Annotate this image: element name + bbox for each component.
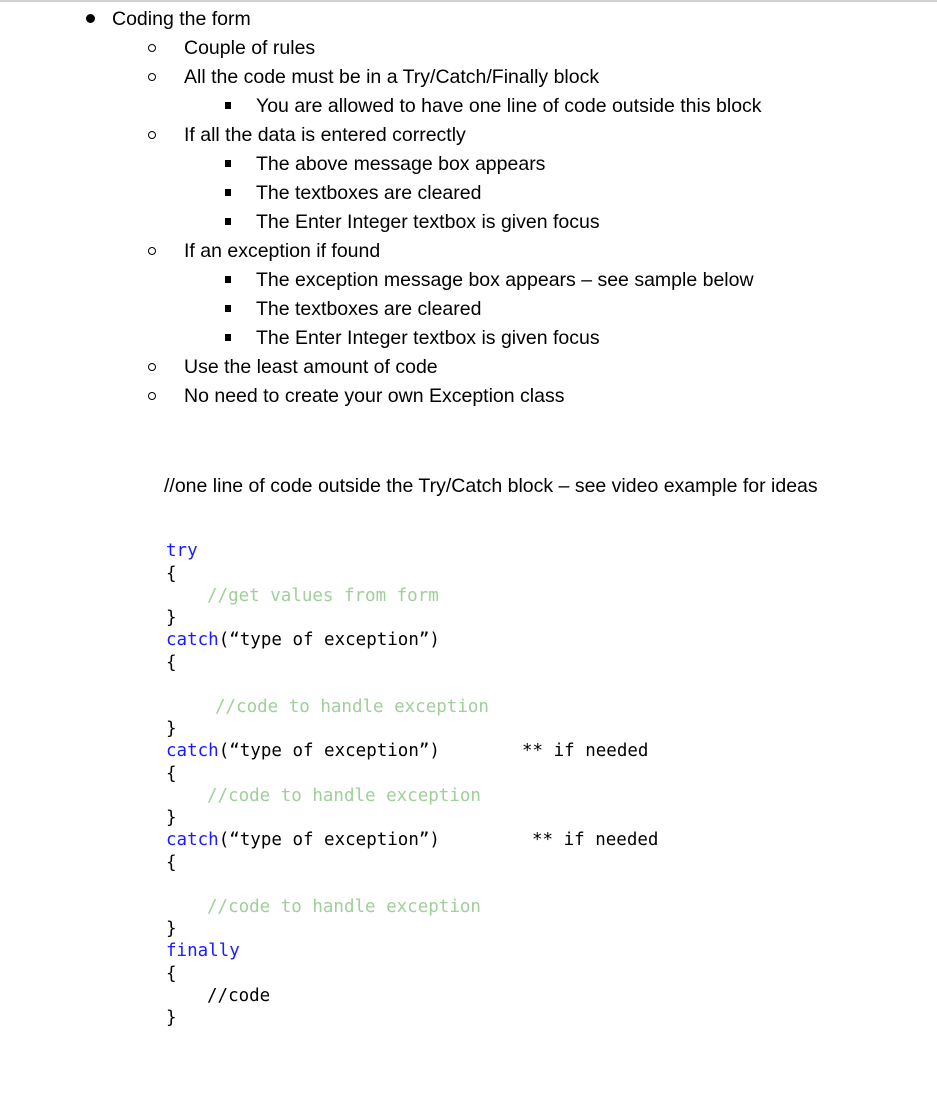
code-open-brace: { [166, 653, 177, 673]
code-catch-line [166, 829, 440, 851]
circle-bullet-icon [148, 73, 156, 81]
if-needed-note: ** if needed [522, 741, 649, 761]
if-needed-note: ** if needed [532, 830, 659, 850]
code-comment: //code to handle exception [215, 697, 489, 717]
square-bullet-icon [225, 102, 231, 109]
code-catch-line [166, 740, 440, 762]
code-catch-keyword: catch [166, 741, 219, 761]
rule-item-3-sub-2: The textboxes are cleared [256, 182, 482, 204]
code-open-brace: { [166, 764, 177, 784]
section-heading: Coding the form [112, 8, 251, 30]
rule-item-4: If an exception if found [184, 240, 381, 262]
code-catch-line [166, 629, 440, 651]
code-catch-argument: (“type of exception”) [218, 830, 440, 850]
code-try-keyword: try [166, 541, 198, 561]
code-comment: //code [207, 986, 271, 1006]
code-catch-argument: (“type of exception”) [218, 630, 440, 650]
code-open-brace: { [166, 964, 177, 984]
square-bullet-icon [225, 160, 231, 167]
circle-bullet-icon [148, 392, 156, 400]
code-close-brace: } [166, 719, 177, 739]
circle-bullet-icon [148, 247, 156, 255]
code-comment: //code to handle exception [207, 786, 481, 806]
code-comment: //get values from form [207, 586, 439, 606]
square-bullet-icon [225, 276, 231, 283]
rule-item-1: Couple of rules [184, 37, 316, 59]
code-close-brace: } [166, 808, 177, 828]
code-catch-keyword: catch [166, 630, 219, 650]
disc-bullet-icon [86, 14, 95, 23]
code-open-brace: { [166, 853, 177, 873]
note-text: //one line of code outside the Try/Catch block – see video example for ideas [164, 475, 818, 497]
square-bullet-icon [225, 189, 231, 196]
top-rule [0, 0, 937, 2]
square-bullet-icon [225, 334, 231, 341]
rule-item-5: Use the least amount of code [184, 356, 438, 378]
circle-bullet-icon [148, 363, 156, 371]
rule-item-3: If all the data is entered correctly [184, 124, 466, 146]
rule-item-3-sub-1: The above message box appears [256, 153, 546, 175]
code-comment: //code to handle exception [207, 897, 481, 917]
code-close-brace: } [166, 919, 177, 939]
rule-item-3-sub-3: The Enter Integer textbox is given focus [256, 211, 600, 233]
code-open-brace: { [166, 564, 177, 584]
square-bullet-icon [225, 218, 231, 225]
circle-bullet-icon [148, 44, 156, 52]
rule-item-2: All the code must be in a Try/Catch/Finally block [184, 66, 600, 88]
code-catch-argument: (“type of exception”) [218, 741, 440, 761]
rule-item-6: No need to create your own Exception class [184, 385, 565, 407]
rule-item-4-sub-2: The textboxes are cleared [256, 298, 482, 320]
code-catch-keyword: catch [166, 830, 219, 850]
square-bullet-icon [225, 305, 231, 312]
rule-item-4-sub-1: The exception message box appears – see sample below [256, 269, 754, 291]
code-finally-keyword: finally [166, 941, 240, 961]
code-close-brace: } [166, 608, 177, 628]
rule-item-4-sub-3: The Enter Integer textbox is given focus [256, 327, 600, 349]
circle-bullet-icon [148, 131, 156, 139]
code-close-brace: } [166, 1008, 177, 1028]
rule-item-2-sub-1: You are allowed to have one line of code outside this block [256, 95, 762, 117]
